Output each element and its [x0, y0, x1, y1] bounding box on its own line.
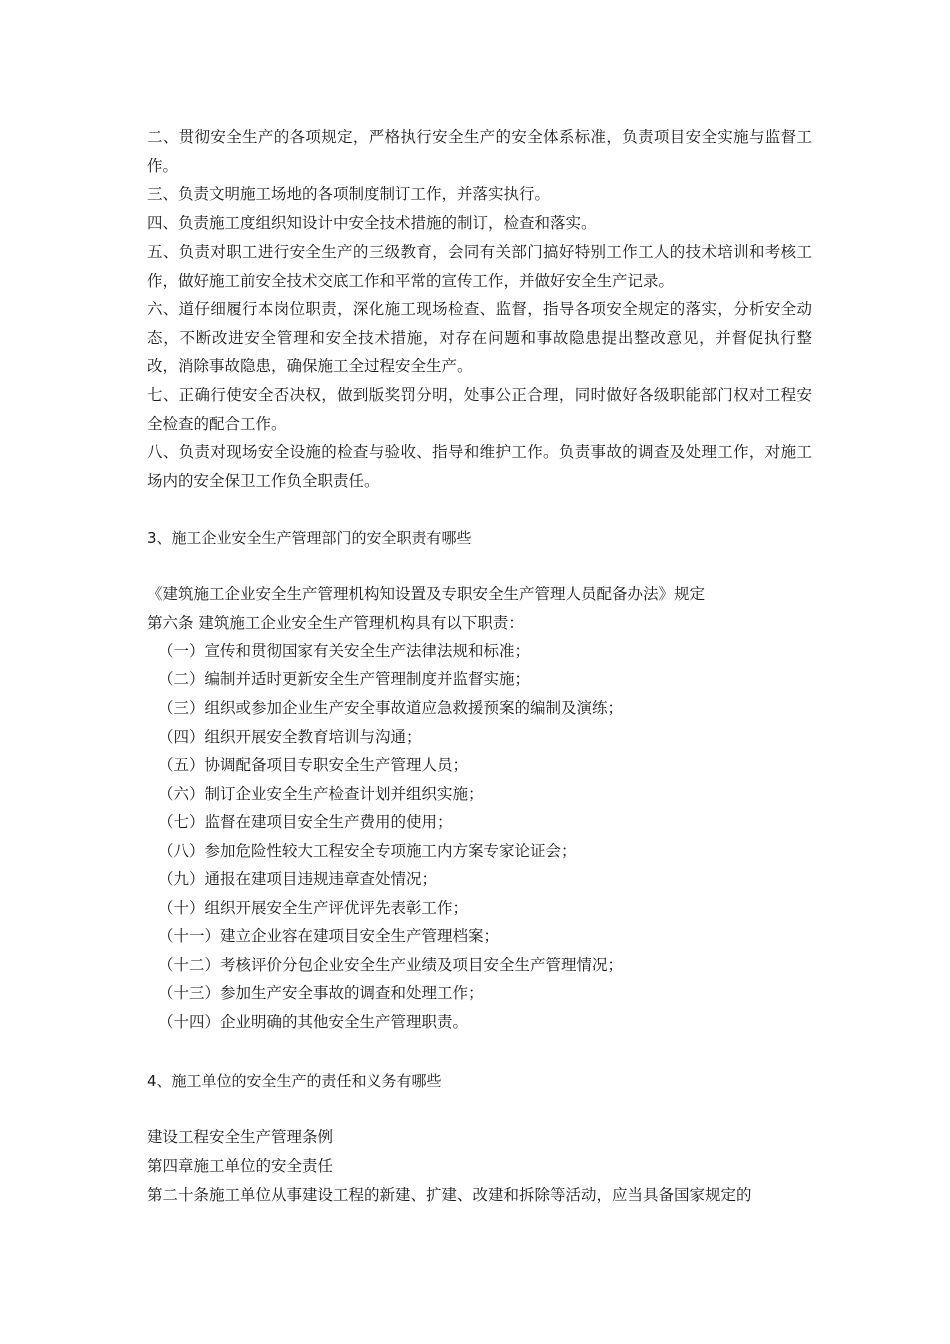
article-six: 第六条 建筑施工企业安全生产管理机构具有以下职责：	[147, 614, 524, 632]
duty-list-item: （十一）建立企业容在建项目安全生产管理档案；	[158, 927, 500, 945]
duty-paragraph: 二、贯彻安全生产的各项规定，严格执行安全生产的安全体系标准，负责项目安全实施与监督工作。	[147, 128, 812, 175]
regulation-title: 建设工程安全生产管理条例	[147, 1128, 334, 1146]
duty-list-item: （七）监督在建项目安全生产费用的使用；	[158, 813, 453, 831]
duty-list-item: （十）组织开展安全生产评优评先表彰工作；	[158, 899, 469, 917]
duty-list-item: （十四）企业明确的其他安全生产管理职责。	[158, 1013, 469, 1031]
duty-list-item: （十二）考核评价分包企业安全生产业绩及项目安全生产管理情况；	[158, 956, 624, 974]
duty-paragraph: 五、负责对职工进行安全生产的三级教育，会同有关部门搞好特别工作工人的技术培训和考核工作，做好施工前安全技术交底工作和平常的宣传工作，并做好安全生产记录。	[147, 243, 812, 290]
duty-paragraph: 四、负责施工度组织知设计中安全技术措施的制订，检查和落实。	[147, 214, 597, 232]
duty-paragraph: 六、道仔细履行本岗位职责，深化施工现场检查、监督，指导各项安全规定的落实，分析安全动态，不断改进安全管理和安全技术措施，对存在问题和事故隐患提出整改意见，并督促执行整改，消除事故隐患，确保施工全过程安全生产。	[147, 300, 812, 376]
duty-list-item: （四）组织开展安全教育培训与沟通；	[158, 728, 422, 746]
duty-list-item: （五）协调配备项目专职安全生产管理人员；	[158, 756, 469, 774]
duty-paragraph: 八、负责对现场安全设施的检查与验收、指导和维护工作。负责事故的调查及处理工作，对施工场内的安全保卫工作负全职责任。	[147, 443, 812, 490]
section-4-heading: 4、施工单位的安全生产的责任和义务有哪些	[147, 1072, 442, 1090]
duty-list-item: （十三）参加生产安全事故的调查和处理工作；	[158, 984, 484, 1002]
duty-list-item: （一）宣传和贯彻国家有关安全生产法律法规和标准；	[158, 642, 531, 660]
regulation-source: 《建筑施工企业安全生产管理机构知设置及专职安全生产管理人员配备办法》规定	[147, 585, 706, 603]
chapter-title: 第四章施工单位的安全责任	[147, 1157, 334, 1175]
duty-list-item: （三）组织或参加企业生产安全事故道应急救援预案的编制及演练；	[158, 699, 624, 717]
duty-list-item: （六）制订企业安全生产检查计划并组织实施；	[158, 785, 484, 803]
article-twenty: 第二十条施工单位从事建设工程的新建、扩建、改建和拆除等活动，应当具备国家规定的	[147, 1186, 752, 1204]
duty-list-item: （二）编制并适时更新安全生产管理制度并监督实施；	[158, 670, 531, 688]
duty-paragraph: 三、负责文明施工场地的各项制度制订工作，并落实执行。	[147, 185, 551, 203]
duty-list-item: （八）参加危险性较大工程安全专项施工内方案专家论证会；	[158, 842, 577, 860]
duty-list-item: （九）通报在建项目违规违章查处情况；	[158, 870, 438, 888]
duty-paragraph: 七、正确行使安全否决权，做到版奖罚分明，处事公正合理，同时做好各级职能部门权对工程安全检查的配合工作。	[147, 386, 812, 433]
section-3-heading: 3、施工企业安全生产管理部门的安全职责有哪些	[147, 529, 472, 547]
